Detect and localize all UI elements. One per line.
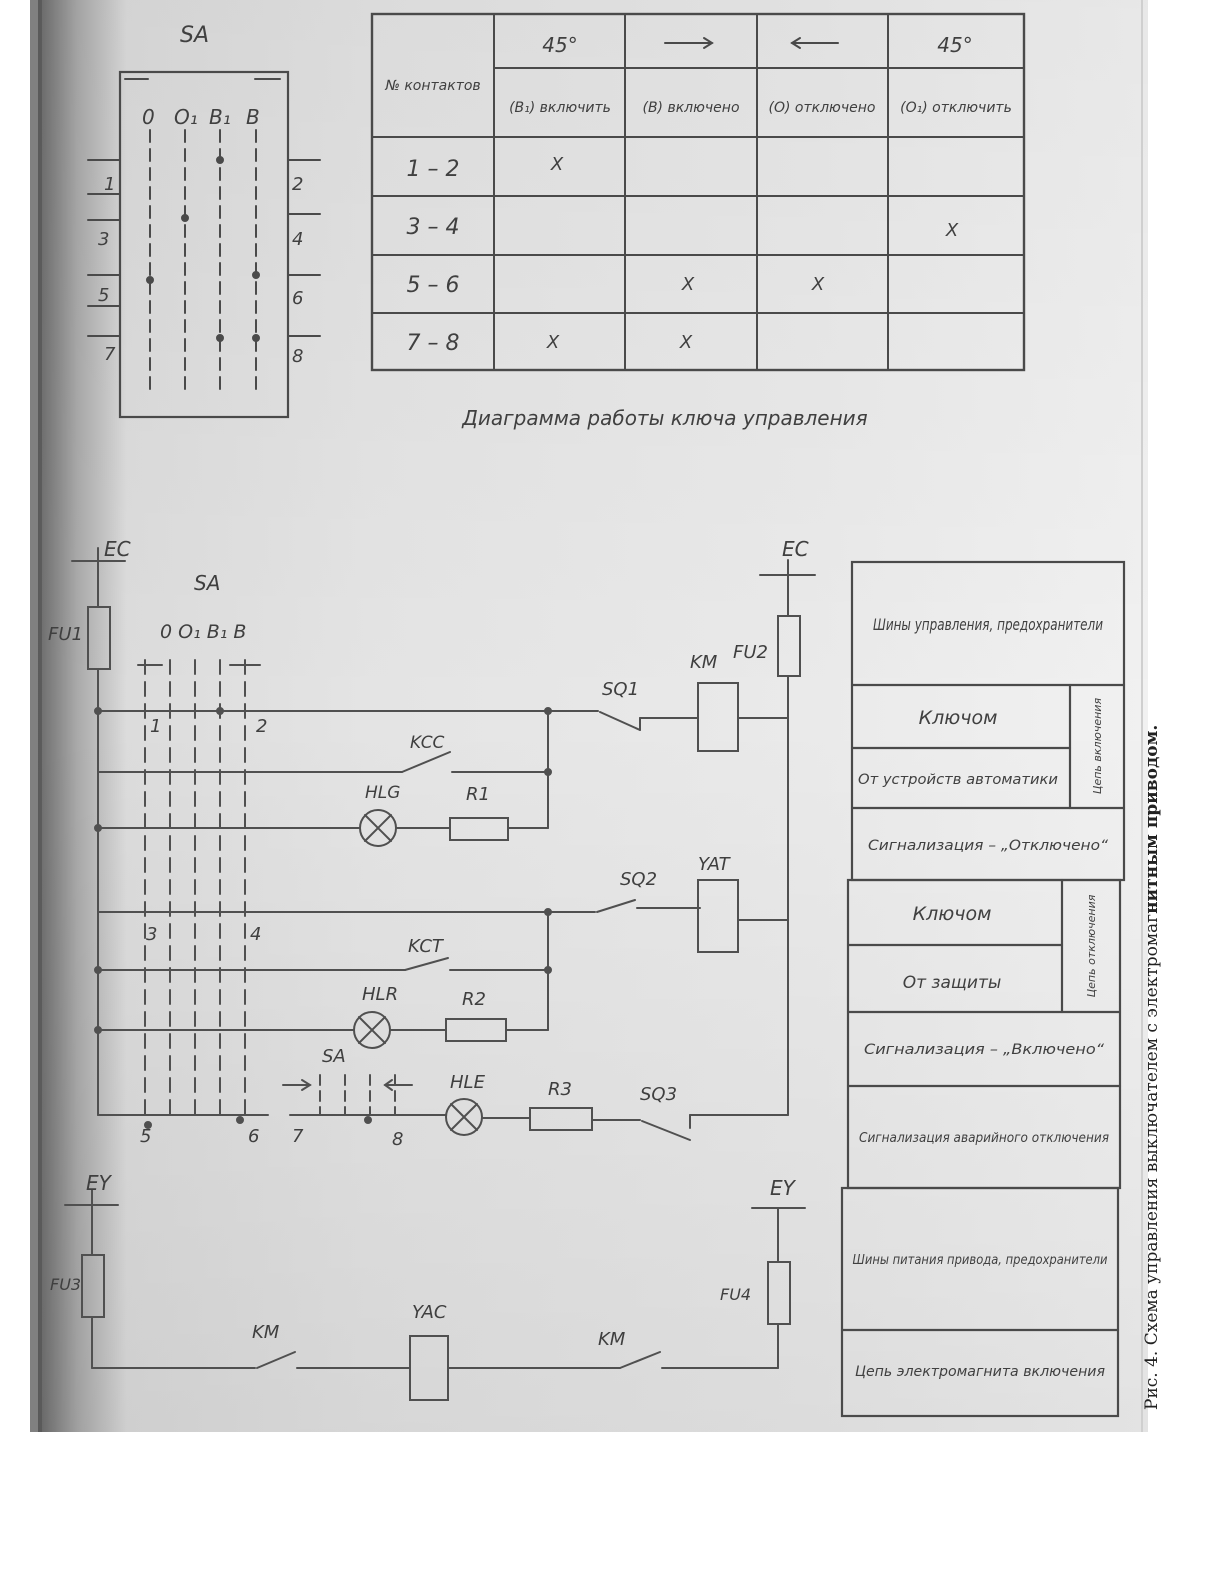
resistor-label: R1 [466,784,490,805]
switch-position-label: B₁ [209,105,231,129]
table-subheader: (B₁) включить [509,100,611,116]
legend-section: От устройств автоматики [858,772,1058,788]
switch-contact-label: 4 [292,229,304,250]
closing-coil-label: YAC [412,1302,447,1323]
contact-label: 5 [140,1126,152,1147]
contact-label: 4 [250,924,262,945]
switch-label: SA [194,571,221,595]
caption-text: Схема управления выключателем с электромаг [1142,913,1162,1346]
legend-side-label: Цепь отключения [1085,894,1098,998]
legend-section: Шины питания привода, предохранители [852,1253,1108,1268]
legend-section: Цепь электромагнита включения [855,1364,1105,1380]
switch-contact-label: 6 [292,288,304,309]
switch-position-label: B [246,105,260,129]
legend-section: Ключом [918,707,998,729]
table-header-angle: 45° [542,33,578,57]
contact-label: 3 [146,924,158,945]
relay-label: KCT [408,936,443,957]
limit-switch-label: SQ3 [640,1084,678,1105]
table-header-angle: 45° [937,33,973,57]
contact-label: 2 [256,716,268,737]
table-row-label: 7 – 8 [406,331,460,356]
legend-section: Сигнализация – „Отключено“ [868,838,1109,854]
table-cell: X [681,274,695,295]
switch-position-label: 0 [142,105,155,129]
limit-switch-label: SQ1 [602,679,640,700]
table-row-label: 5 – 6 [406,273,460,298]
switch-contact-label: 1 [104,174,116,195]
lamp-label: HLG [365,783,401,803]
switch-contact-label: 5 [98,285,110,306]
bus-label-ey-left: EY [86,1171,111,1195]
table-cell: X [811,274,825,295]
fuse-label: FU2 [733,642,768,663]
contact-label: 7 [292,1126,304,1147]
switch-contact-label: 8 [292,346,304,367]
legend-section: Сигнализация аварийного отключения [859,1131,1110,1146]
fuse-label: FU3 [50,1275,82,1294]
table-header-contacts: № контактов [385,78,481,94]
switch-label: SA [322,1046,346,1067]
figure-caption [1142,590,1162,1410]
legend-section: Ключом [912,903,992,925]
switch-positions-label: 0 O₁ B₁ B [160,621,247,643]
bus-label-ec-right: EC [782,537,809,561]
contactor-label: KM [690,652,718,673]
contactor-contact-label: KM [598,1329,626,1350]
lamp-label: HLE [450,1072,485,1093]
lamp-label: HLR [362,984,399,1005]
switch-position-label: O₁ [174,105,198,129]
table-cell: X [546,332,560,353]
fuse-label: FU1 [48,624,83,645]
contact-label: 1 [150,716,162,737]
switch-contact-label: 3 [98,229,110,250]
table-cell: X [679,332,693,353]
resistor-label: R3 [548,1079,572,1100]
bus-label-ec-left: EC [104,537,131,561]
trip-coil-label: YAT [698,854,730,875]
scan-dark-edge [30,0,42,1432]
table-row-label: 1 – 2 [406,157,460,182]
relay-label: KCC [410,733,445,753]
table-row-label: 3 – 4 [406,215,460,240]
table-cell: X [550,154,564,175]
legend-section: От защиты [902,973,1002,993]
legend-section: Сигнализация – „Включено“ [864,1042,1105,1058]
resistor-label: R2 [462,989,486,1010]
switch-contact-label: 2 [292,174,304,195]
bus-label-ey-right: EY [770,1176,795,1200]
switch-contact-label: 7 [104,344,116,365]
legend-section: Шины управления, предохранители [873,615,1103,634]
table-subheader: (B) включено [642,100,740,116]
contact-label: 8 [392,1129,404,1150]
table-subheader: (O₁) отключить [900,100,1012,116]
table-cell: X [945,220,959,241]
caption-bold: нитным приводом. [1142,724,1162,914]
legend-side-label: Цепь включения [1091,697,1104,795]
table-title: Диаграмма работы ключа управления [462,406,868,430]
table-subheader: (O) отключено [768,100,876,116]
limit-switch-label: SQ2 [620,869,658,890]
switch-key-title: SA [180,23,210,48]
caption-prefix: Рис. 4. [1142,1350,1162,1410]
contact-label: 6 [248,1126,260,1147]
fuse-label: FU4 [720,1285,752,1304]
contactor-contact-label: KM [252,1322,280,1343]
